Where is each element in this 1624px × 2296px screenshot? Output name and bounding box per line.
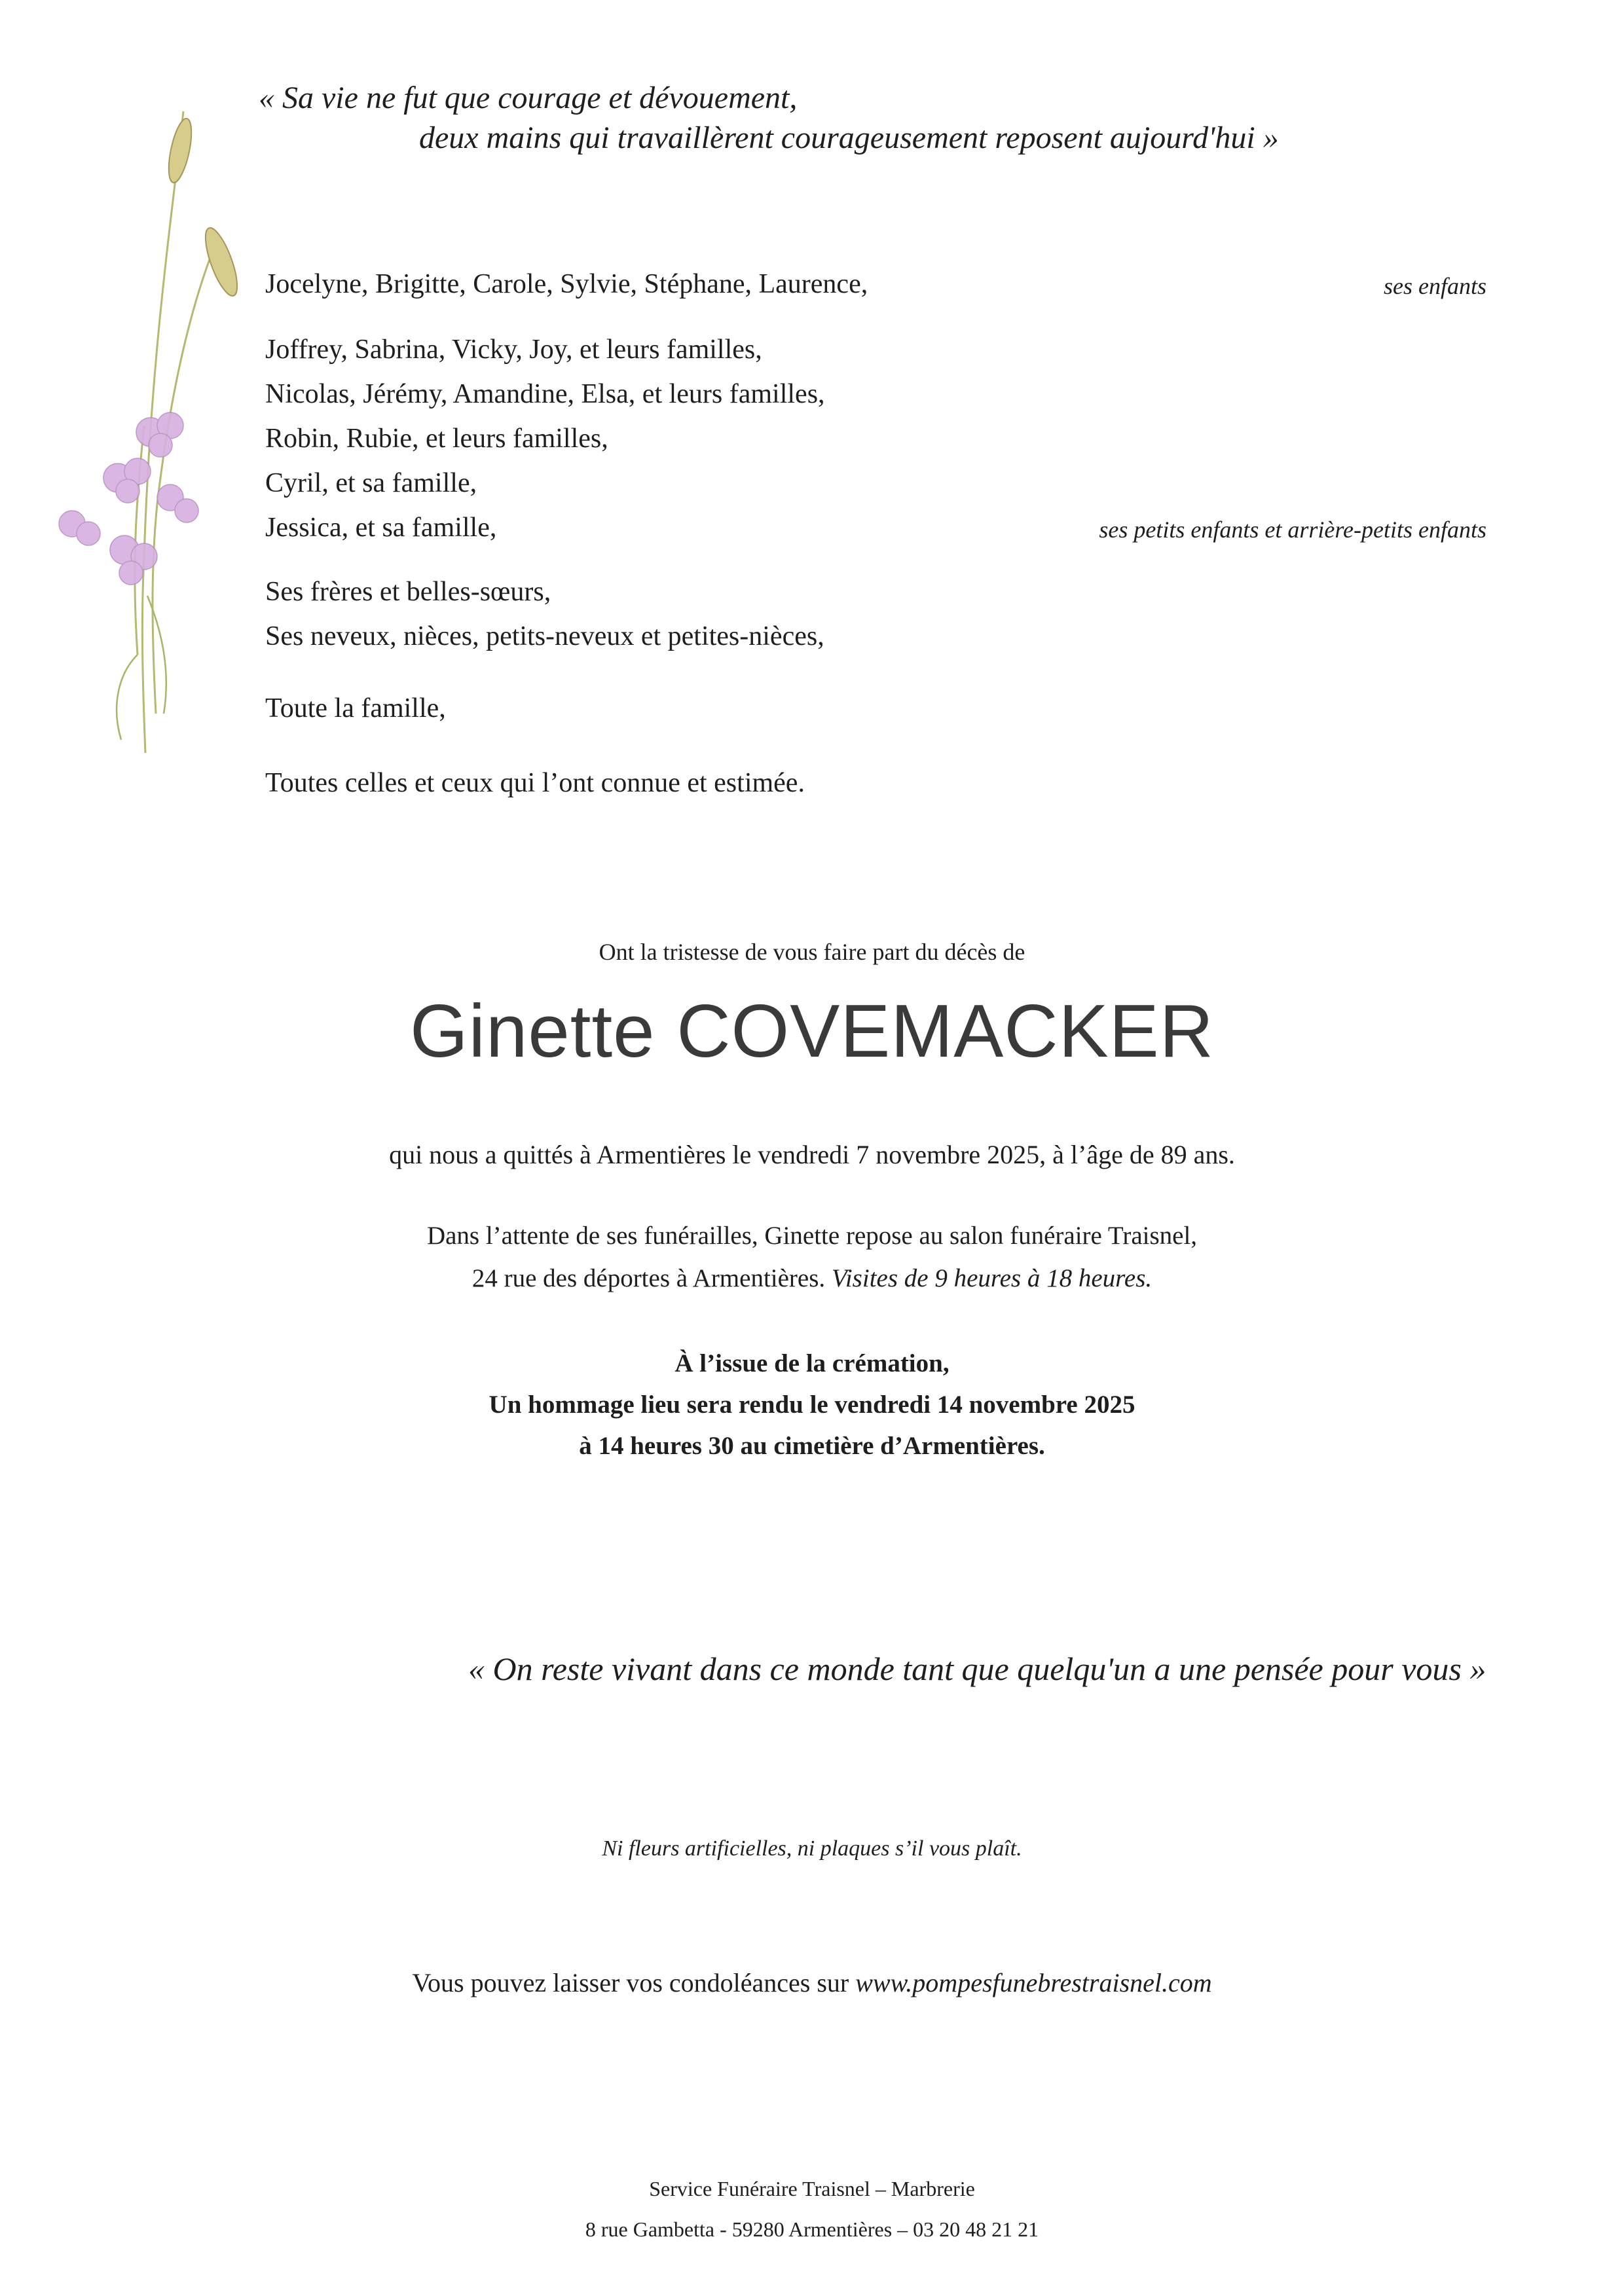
deceased-name: Ginette COVEMACKER	[409, 990, 1215, 1073]
rest-address: 24 rue des déportes à Armentières.	[471, 1264, 826, 1292]
rest-location-line-1: Dans l’attente de ses funérailles, Ginette repose au salon funéraire Traisnel,	[426, 1222, 1198, 1250]
violet-flowers	[59, 412, 198, 585]
nephews-line: Ses neveux, nièces, petits-neveux et petites-nièces,	[265, 621, 824, 651]
announcement-intro: Ont la tristesse de vous faire part du décès de	[599, 939, 1025, 965]
bottom-quote: « On reste vivant dans ce monde tant que quelqu'un a une pensée pour vous »	[468, 1650, 1486, 1687]
footer-address: 8 rue Gambetta - 59280 Armentières – 03 20 48 21 21	[585, 2217, 1039, 2241]
children-names: Jocelyne, Brigitte, Carole, Sylvie, Stéphane, Laurence,	[265, 269, 868, 299]
footer-company: Service Funéraire Traisnel – Marbrerie	[649, 2177, 975, 2200]
grandchildren-role: ses petits enfants et arrière-petits enfants	[1099, 517, 1486, 543]
condolences-line	[0, 1967, 1624, 1998]
condolences-text: Vous pouvez laisser vos condoléances sur	[412, 1968, 849, 1997]
top-quote-line-1: « Sa vie ne fut que courage et dévouement,	[259, 81, 798, 115]
flower-illustration	[39, 98, 249, 766]
no-flowers-notice: Ni fleurs artificielles, ni plaques s’il vous plaît.	[602, 1836, 1022, 1861]
grandchildren-line: Nicolas, Jérémy, Amandine, Elsa, et leurs familles,	[265, 379, 825, 409]
others-line: Toutes celles et ceux qui l’ont connue et estimée.	[265, 768, 805, 798]
death-details: qui nous a quittés à Armentières le vendredi 7 novembre 2025, à l’âge de 89 ans.	[389, 1140, 1235, 1169]
condolences-url[interactable]: www.pompesfunebrestraisnel.com	[855, 1968, 1212, 1997]
all-family-line: Toute la famille,	[265, 693, 446, 723]
grandchildren-line: Joffrey, Sabrina, Vicky, Joy, et leurs familles,	[265, 335, 762, 365]
top-quote-line-2: deux mains qui travaillèrent courageusement reposent aujourd'hui »	[419, 120, 1279, 155]
children-role: ses enfants	[1384, 273, 1486, 299]
siblings-line: Ses frères et belles-sœurs,	[265, 577, 551, 607]
grandchildren-line: Robin, Rubie, et leurs familles,	[265, 424, 608, 454]
grandchildren-line: Cyril, et sa famille,	[265, 468, 477, 498]
ceremony-line: à 14 heures 30 au cimetière d’Armentières.	[579, 1432, 1045, 1460]
grandchildren-line: Jessica, et sa famille,	[265, 513, 497, 543]
ceremony-line: Un hommage lieu sera rendu le vendredi 14 novembre 2025	[489, 1391, 1135, 1419]
rest-location-line-2	[0, 1264, 1624, 1293]
ceremony-line: À l’issue de la crémation,	[674, 1349, 950, 1377]
wheat-ears	[164, 117, 244, 299]
visiting-hours: Visites de 9 heures à 18 heures.	[831, 1264, 1153, 1292]
